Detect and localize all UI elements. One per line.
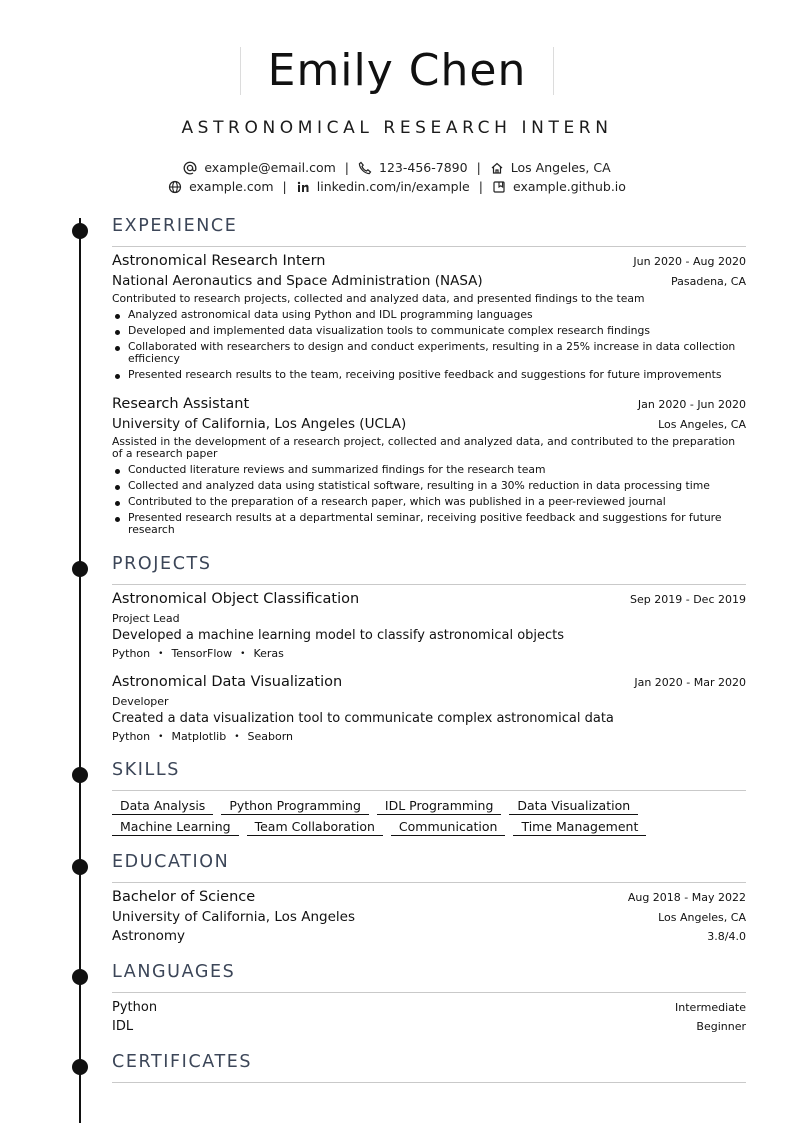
phone-text[interactable]: 123-456-7890 [379,160,468,175]
tech-tag: Keras [253,647,284,660]
timeline-dot [72,561,88,577]
section-title-languages: LANGUAGES [112,962,236,982]
skill-chip: Machine Learning [112,819,239,836]
project-role: Developer [112,695,169,708]
project-header [112,591,746,607]
tech-tag: Python [112,730,151,743]
section-title-experience: EXPERIENCE [112,216,238,236]
project-dates: Jan 2020 - Mar 2020 [634,676,746,689]
list-item: Presented research results to the team, receiving positive feedback and suggestions for future improvements [112,369,746,381]
school: University of California, Los Angeles [112,909,356,925]
list-item: Collaborated with researchers to design and conduct experiments, resulting in a 25% increase in data collection efficiency [112,341,746,365]
section-divider [112,790,746,791]
skill-chip: Python Programming [221,798,369,815]
project-tech [112,647,284,660]
experience-header [112,253,746,269]
education-location: Los Angeles, CA [658,911,746,924]
language-row [112,1019,746,1034]
at-icon [183,161,197,175]
tech-tag: TensorFlow [171,647,233,660]
tech-tag: Seaborn [247,730,294,743]
bullet-separator: • [158,731,164,742]
skill-chip: IDL Programming [377,798,502,815]
project-role: Project Lead [112,612,180,625]
tech-tag: Python [112,647,151,660]
skill-chip: Data Visualization [509,798,638,815]
section-divider [112,246,746,247]
github-link[interactable]: example.github.io [512,179,626,194]
section-title-education: EDUCATION [112,852,230,872]
education-school-row [112,909,746,925]
education-field-row [112,928,746,944]
language-name: IDL [112,1019,134,1034]
list-item: Analyzed astronomical data using Python and IDL programming languages [112,309,746,321]
separator: | [478,179,483,194]
section-divider [112,584,746,585]
skills-list [112,798,746,840]
list-item: Conducted literature reviews and summarized findings for the research team [112,464,746,476]
skill-chip: Communication [391,819,506,836]
bullet-separator: • [234,731,240,742]
globe-icon [168,180,182,194]
candidate-name: Emily Chen [267,45,527,96]
language-level: Beginner [696,1020,746,1033]
section-divider [112,1082,746,1083]
project-title: Astronomical Object Classification [112,591,360,607]
list-item: Presented research results at a departmental seminar, receiving positive feedback and suggestions for future research [112,512,746,536]
job-bullets [112,309,746,385]
bullet-separator: • [158,648,164,659]
education-header [112,889,746,905]
name-frame [240,47,554,95]
contact-line-1 [0,160,794,175]
linkedin-link[interactable]: linkedin.com/in/example [316,179,470,194]
degree: Bachelor of Science [112,889,256,905]
job-org: National Aeronautics and Space Administration (NASA) [112,273,483,289]
language-level: Intermediate [675,1001,746,1014]
field-of-study: Astronomy [112,928,186,944]
timeline-dot [72,859,88,875]
tech-tag: Matplotlib [171,730,227,743]
project-title: Astronomical Data Visualization [112,674,343,690]
experience-org-row [112,273,746,289]
education-dates: Aug 2018 - May 2022 [627,891,746,904]
skill-chip: Time Management [513,819,646,836]
skill-chip: Team Collaboration [247,819,383,836]
job-summary: Assisted in the development of a research project, collected and analyzed data, and contributed to the preparation of a research paper [112,435,736,460]
section-title-projects: PROJECTS [112,554,212,574]
job-org: University of California, Los Angeles (UCLA) [112,416,407,432]
list-item: Contributed to the preparation of a research paper, which was published in a peer-reviewed journal [112,496,746,508]
project-header [112,674,746,690]
timeline-dot [72,969,88,985]
list-item: Developed and implemented data visualization tools to communicate complex research findings [112,325,746,337]
project-description: Developed a machine learning model to classify astronomical objects [112,628,565,643]
section-divider [112,992,746,993]
skill-chip: Data Analysis [112,798,213,815]
timeline-dot [72,767,88,783]
section-divider [112,882,746,883]
timeline-line [79,218,81,1123]
gpa: 3.8/4.0 [707,930,746,943]
experience-org-row [112,416,746,432]
github-icon [492,180,506,194]
separator: | [282,179,287,194]
linkedin-icon [296,180,310,194]
project-tech [112,730,293,743]
language-name: Python [112,1000,158,1015]
section-title-certificates: CERTIFICATES [112,1052,253,1072]
phone-icon [358,161,372,175]
job-bullets [112,464,746,540]
job-title: Research Assistant [112,396,250,412]
project-dates: Sep 2019 - Dec 2019 [630,593,746,606]
job-location: Pasadena, CA [670,275,746,288]
separator: | [476,160,481,175]
contact-line-2 [0,179,794,194]
job-title: Astronomical Research Intern [112,253,326,269]
list-item: Collected and analyzed data using statistical software, resulting in a 30% reduction in data processing time [112,480,746,492]
candidate-role: ASTRONOMICAL RESEARCH INTERN [181,118,613,138]
job-dates: Jan 2020 - Jun 2020 [637,398,746,411]
email-link[interactable]: example@email.com [204,160,336,175]
location-text: Los Angeles, CA [510,160,611,175]
home-icon [490,161,504,175]
section-title-skills: SKILLS [112,760,180,780]
timeline-dot [72,1059,88,1075]
bullet-separator: • [240,648,246,659]
project-description: Created a data visualization tool to communicate complex astronomical data [112,711,614,726]
job-location: Los Angeles, CA [658,418,746,431]
job-summary: Contributed to research projects, collected and analyzed data, and presented findings to the team [112,292,645,305]
separator: | [344,160,349,175]
experience-header [112,396,746,412]
language-row [112,1000,746,1015]
job-dates: Jun 2020 - Aug 2020 [633,255,746,268]
website-link[interactable]: example.com [189,179,274,194]
timeline-dot [72,223,88,239]
